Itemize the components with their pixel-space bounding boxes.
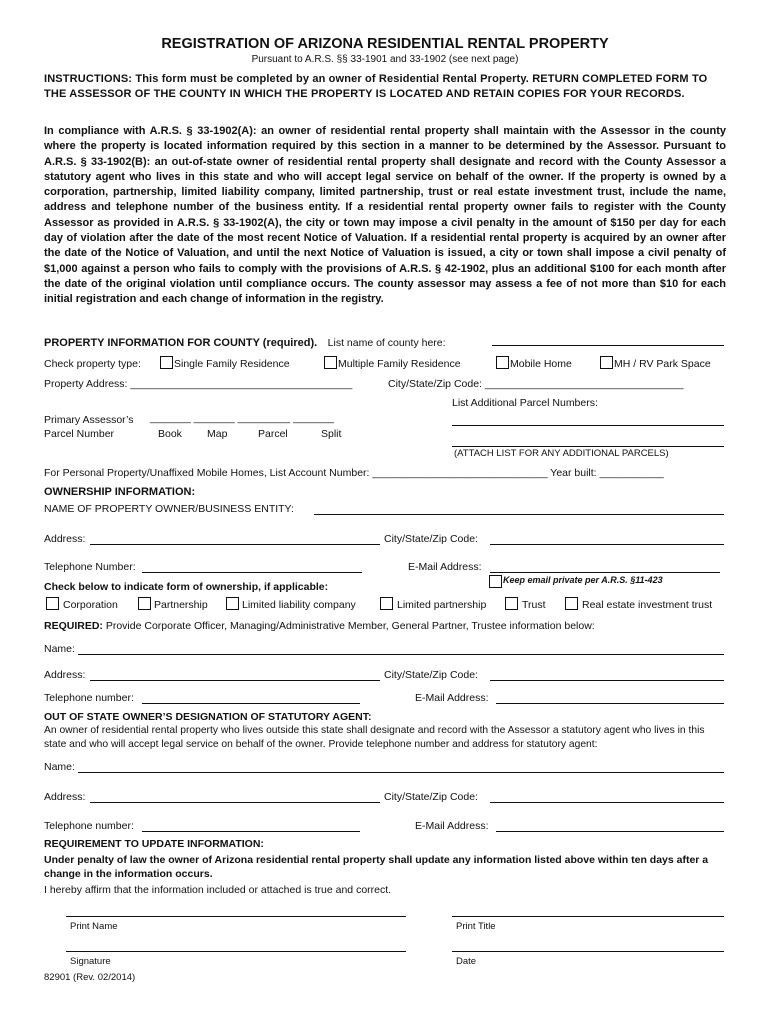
update-text: Under penalty of law the owner of Arizona residential rental property shall update any information listed above within ten days after a change in the information occurs.: [44, 854, 709, 880]
agent-address-input[interactable]: [90, 802, 380, 803]
property-city-field[interactable]: City/State/Zip Code: __________________________________: [388, 378, 684, 390]
print-name-label: Print Name: [70, 921, 118, 932]
agent-name-input[interactable]: [78, 772, 724, 773]
officer-name-label: Name:: [44, 643, 75, 655]
required-text: [44, 620, 595, 632]
agent-email-label: E-Mail Address:: [415, 820, 489, 832]
owner-email-input[interactable]: [490, 572, 720, 573]
limited-partnership-checkbox[interactable]: [380, 597, 393, 610]
officer-phone-input[interactable]: [142, 703, 360, 704]
officer-city-input[interactable]: [490, 680, 724, 681]
mobile-home-checkbox[interactable]: [496, 356, 509, 369]
officer-city-label: City/State/Zip Code:: [384, 669, 478, 681]
llc-checkbox[interactable]: [226, 597, 239, 610]
attach-note: (ATTACH LIST FOR ANY ADDITIONAL PARCELS): [454, 448, 669, 459]
multiple-family-label: Multiple Family Residence: [338, 358, 461, 370]
owner-name-input[interactable]: [314, 514, 724, 515]
owner-address-label: Address:: [44, 533, 86, 545]
mobile-home-label: Mobile Home: [510, 358, 572, 370]
property-info-row: [44, 333, 446, 351]
county-input[interactable]: [492, 345, 724, 346]
corporation-label: Corporation: [63, 599, 118, 611]
officer-address-input[interactable]: [90, 680, 380, 681]
partnership-label: Partnership: [154, 599, 208, 611]
officer-address-label: Address:: [44, 669, 86, 681]
county-label: List name of county here:: [327, 337, 446, 349]
trust-checkbox[interactable]: [505, 597, 518, 610]
apn-map-label: Map: [207, 428, 228, 440]
apn-label-line1: Primary Assessor’s: [44, 414, 134, 426]
owner-address-input[interactable]: [90, 544, 380, 545]
additional-parcels-label: List Additional Parcel Numbers:: [452, 397, 598, 409]
agent-city-label: City/State/Zip Code:: [384, 791, 478, 803]
single-family-checkbox[interactable]: [160, 356, 173, 369]
keep-email-private-checkbox[interactable]: [489, 575, 502, 588]
owner-city-label: City/State/Zip Code:: [384, 533, 478, 545]
signature-label: Signature: [70, 956, 111, 967]
apn-split-label: Split: [321, 428, 342, 440]
single-family-label: Single Family Residence: [174, 358, 290, 370]
corporation-checkbox[interactable]: [46, 597, 59, 610]
print-name-input[interactable]: [66, 916, 406, 917]
agent-name-label: Name:: [44, 761, 75, 773]
compliance-text: In compliance with A.R.S. § 33-1902(A): an owner of residential rental property shall maintain with the Assessor in the county where the property is located information required by this section in a manner to be determined by the Assessor. Pursuant to A.R.S. § 33-1902(B): an out-of-state owner of residential rental property shall designate and record with the County Assessor a statutory agent who lives in this state and who will accept legal service on behalf of the owner. If the property is owned by a corporation, partnership, limited liability company, limited partnership, trust or real estate investment trust, include the name, address and telephone number of the business entity. If a residential rental property owner fails to register with the County Assessor as provided in A.R.S. § 33-1902(A), the city or town may impose a civil penalty in the amount of $150 per day for each day of violation after the date of the most recent Notice of Valuation. If a residential rental property is acquired by an owner after the date of the Notice of Valuation, and until the next Notice of Valuation is issued, a city or town shall impose a civil penalty of $1,000 against a person who fails to comply with the provisions of A.R.S. § 42-1902, plus an additional $100 for each month after the date of the original violation until compliance occurs. The county assessor may assess a fee of not more than $10 for each initial registration and each change of information in the registry.: [44, 125, 726, 306]
print-title-label: Print Title: [456, 921, 496, 932]
signature-input[interactable]: [66, 951, 406, 952]
mh-rv-checkbox[interactable]: [600, 356, 613, 369]
ownership-heading: OWNERSHIP INFORMATION:: [44, 486, 196, 498]
officer-name-input[interactable]: [78, 654, 724, 655]
llc-label: Limited liability company: [242, 599, 356, 611]
agent-address-label: Address:: [44, 791, 86, 803]
agent-phone-input[interactable]: [142, 831, 360, 832]
officer-email-label: E-Mail Address:: [415, 692, 489, 704]
agent-city-input[interactable]: [490, 802, 724, 803]
partnership-checkbox[interactable]: [138, 597, 151, 610]
required-desc: Provide Corporate Officer, Managing/Administrative Member, General Partner, Trustee information below:: [102, 620, 595, 632]
agent-text: An owner of residential rental property who lives outside this state shall designate and record with the Assessor a statutory agent who lives in this state and who will accept legal service on behalf of the owner. Provide telephone number and address for statutory agent:: [44, 725, 705, 750]
apn-input-blanks[interactable]: _______ _______ _________ _______: [150, 412, 334, 424]
additional-parcel-input-1[interactable]: [452, 425, 724, 426]
update-heading: REQUIREMENT TO UPDATE INFORMATION:: [44, 838, 264, 850]
apn-book-label: Book: [158, 428, 182, 440]
mh-rv-label: MH / RV Park Space: [614, 358, 711, 370]
owner-city-input[interactable]: [490, 544, 724, 545]
keep-email-private-label: Keep email private per A.R.S. §11-423: [503, 575, 663, 585]
property-info-heading: PROPERTY INFORMATION FOR COUNTY (required).: [44, 337, 318, 349]
trust-label: Trust: [522, 599, 546, 611]
instructions-text: INSTRUCTIONS: This form must be completed by an owner of Residential Rental Property. RETURN COMPLETED FORM TO THE ASSESSOR OF THE COUNTY IN WHICH THE PROPERTY IS LOCATED AND RETAIN COPIES FOR YOUR RECORDS.: [44, 73, 708, 101]
limited-partnership-label: Limited partnership: [397, 599, 487, 611]
owner-phone-label: Telephone Number:: [44, 561, 136, 573]
date-input[interactable]: [452, 951, 724, 952]
form-subtitle: Pursuant to A.R.S. §§ 33-1901 and 33-1902 (see next page): [251, 54, 519, 65]
officer-phone-label: Telephone number:: [44, 692, 134, 704]
apn-label-line2: Parcel Number: [44, 428, 115, 440]
agent-phone-label: Telephone number:: [44, 820, 134, 832]
owner-phone-input[interactable]: [142, 572, 362, 573]
form-title: REGISTRATION OF ARIZONA RESIDENTIAL RENTAL PROPERTY: [161, 36, 609, 52]
ownership-form-label: Check below to indicate form of ownership, if applicable:: [44, 581, 329, 593]
property-type-label: Check property type:: [44, 358, 141, 370]
owner-email-label: E-Mail Address:: [408, 561, 482, 573]
personal-property-field[interactable]: For Personal Property/Unaffixed Mobile Homes, List Account Number: ______________________________ Year built: ___________: [44, 467, 664, 479]
reit-label: Real estate investment trust: [582, 599, 713, 611]
form-number: 82901 (Rev. 02/2014): [44, 972, 136, 983]
agent-email-input[interactable]: [496, 831, 724, 832]
date-label: Date: [456, 956, 477, 967]
multiple-family-checkbox[interactable]: [324, 356, 337, 369]
additional-parcel-input-2[interactable]: [452, 446, 724, 447]
required-bold: REQUIRED:: [44, 620, 103, 632]
print-title-input[interactable]: [452, 916, 724, 917]
owner-name-label: NAME OF PROPERTY OWNER/BUSINESS ENTITY:: [44, 503, 294, 515]
officer-email-input[interactable]: [496, 703, 724, 704]
affirm-text: I hereby affirm that the information included or attached is true and correct.: [44, 884, 392, 896]
agent-heading: OUT OF STATE OWNER’S DESIGNATION OF STATUTORY AGENT:: [44, 711, 372, 723]
reit-checkbox[interactable]: [565, 597, 578, 610]
apn-parcel-label: Parcel: [258, 428, 288, 440]
property-address-field[interactable]: Property Address: ______________________________________: [44, 378, 353, 390]
